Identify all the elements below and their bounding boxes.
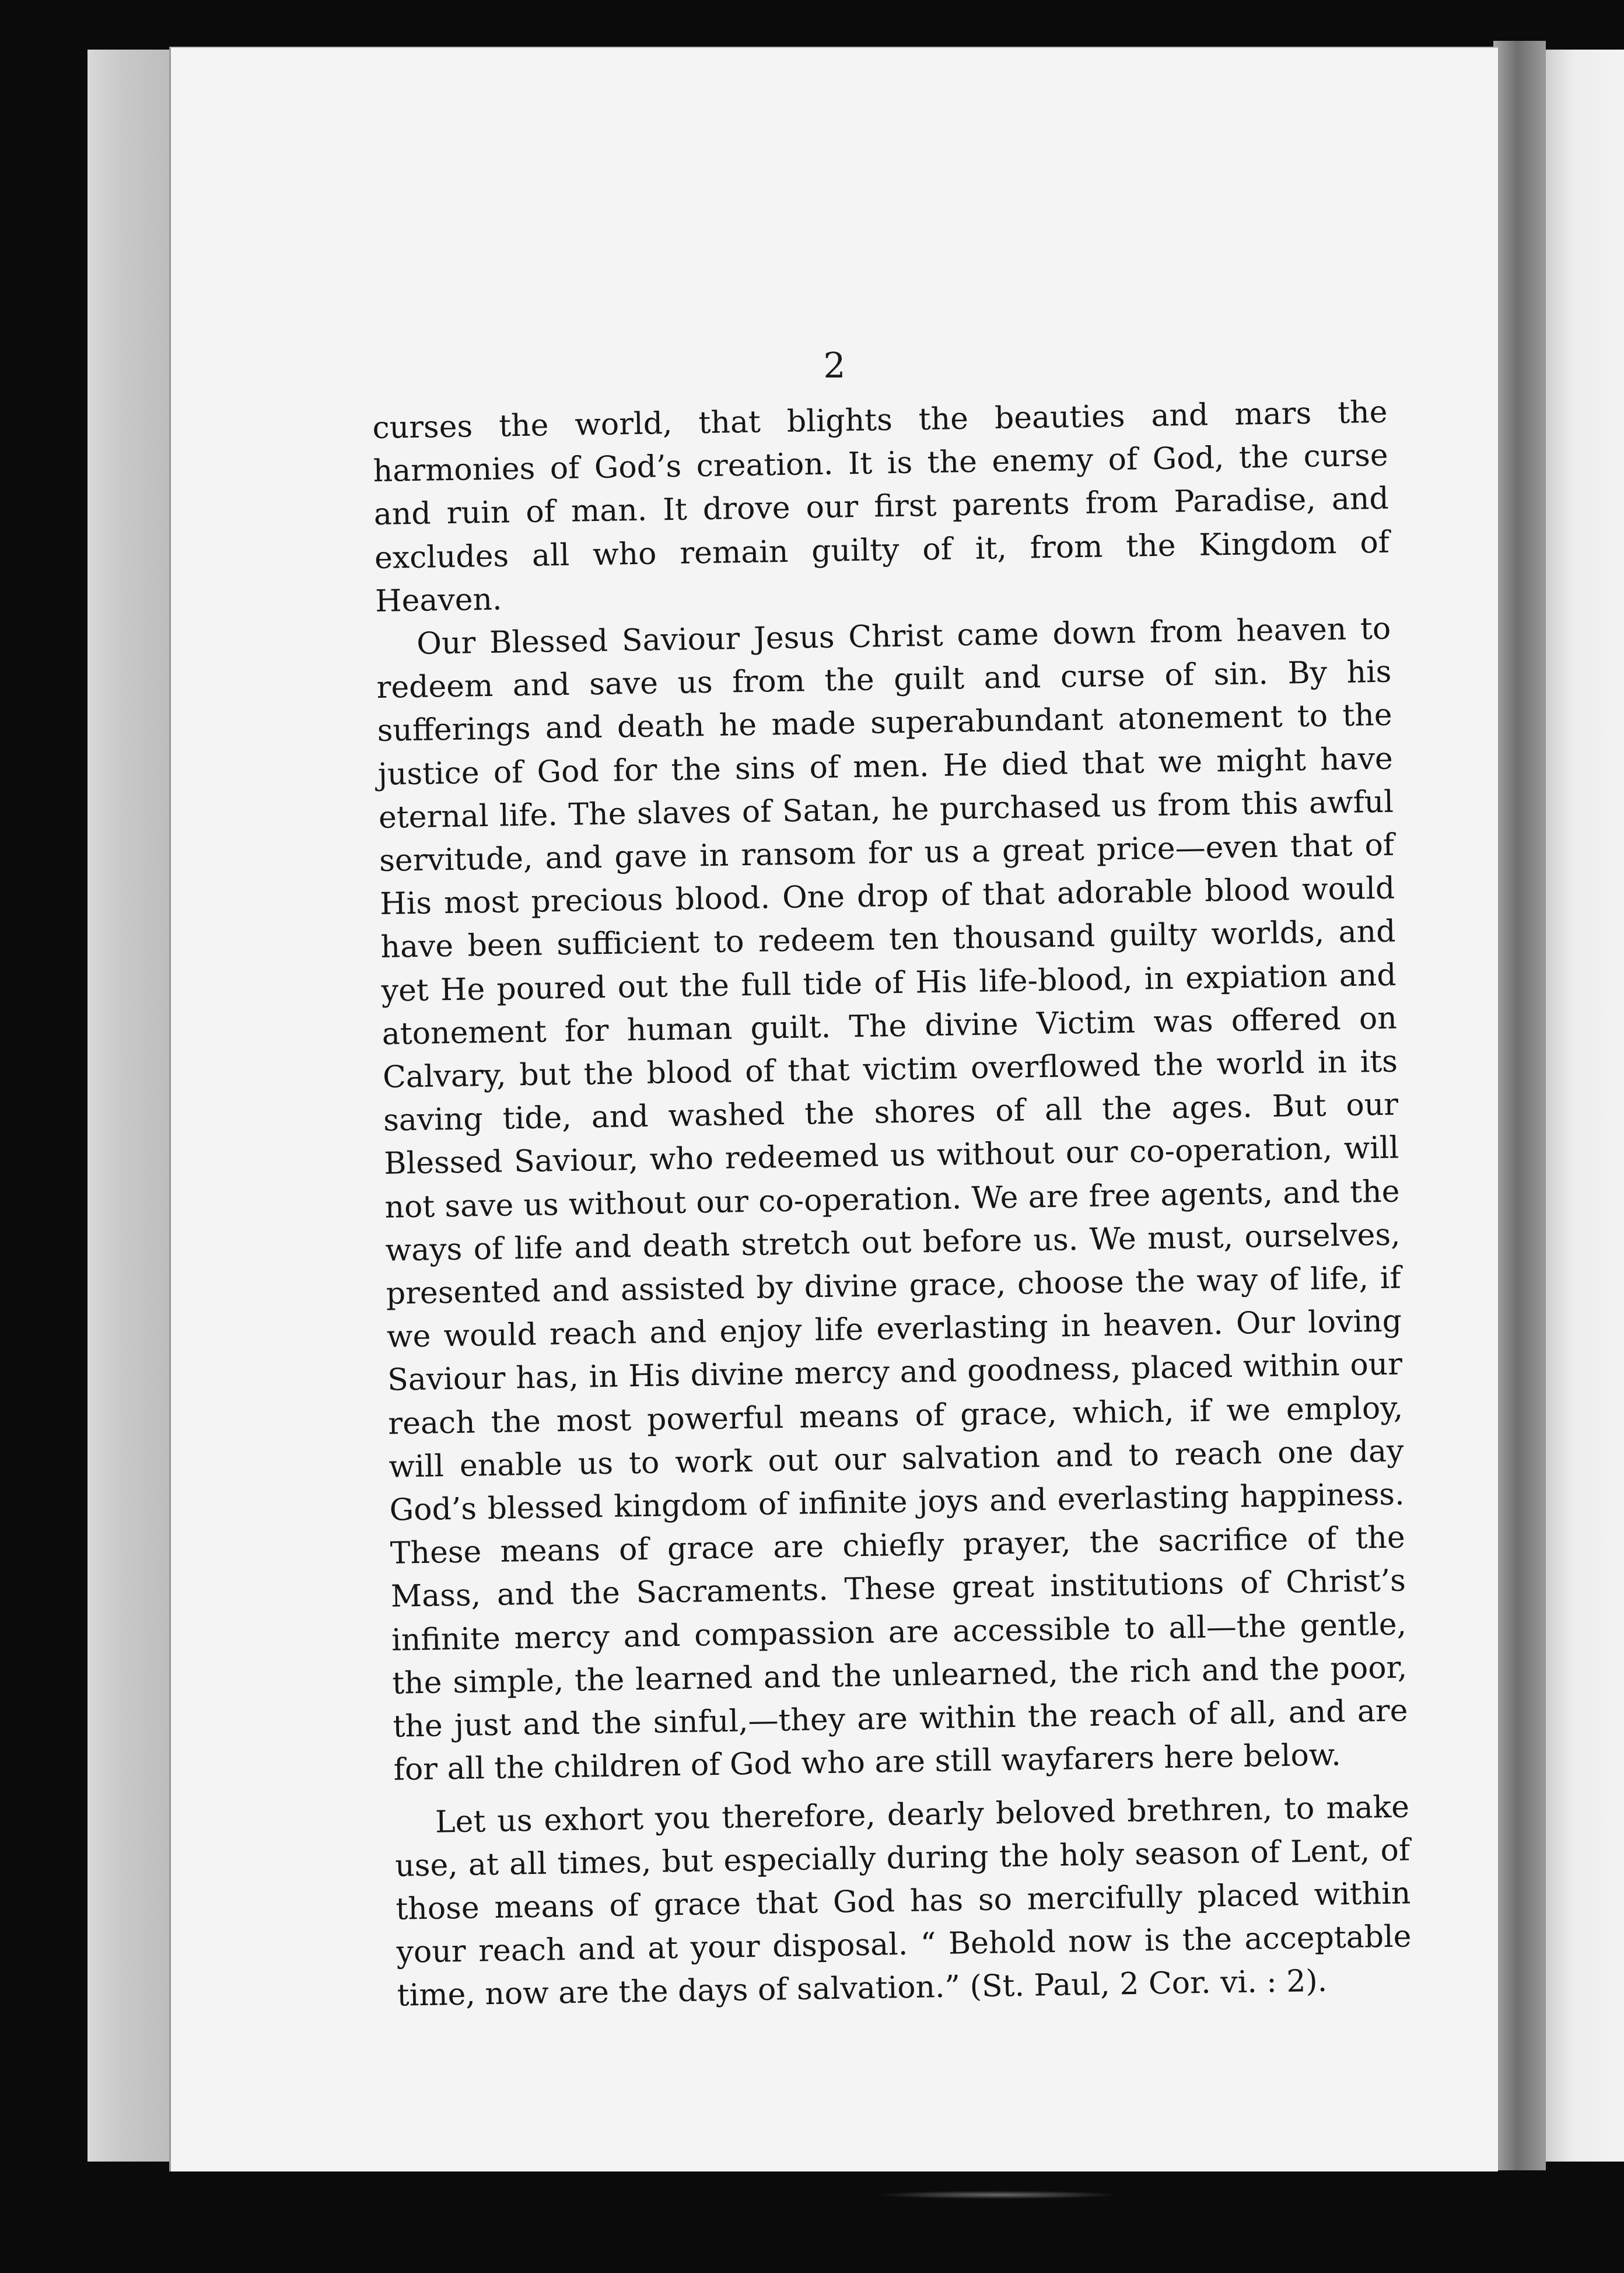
paragraph-1: curses the world, that blights the beauties and mars the harmonies of God’s creation. It is the enemy of God, the curse and ruin of man. It drove our first parents from Paradise, and excludes all who remain guilty of it, from the Kingdom of Heaven. [372, 394, 1390, 619]
page-number: 2 [823, 345, 846, 386]
scan-artifact [875, 2191, 1120, 2199]
book-cover-edge [88, 50, 169, 2162]
facing-page-edge [1546, 50, 1624, 2162]
document-page [169, 47, 1498, 2171]
body-text [372, 391, 1412, 2018]
paragraph-3: Let us exhort you therefore, dearly beloved brethren, to make use, at all times, but especially during the holy season of Lent, of those means of grace that God has so mercifully placed within your reach and at your disposal. “ Behold now is the acceptable time, now are the days of salvation.” (St. Paul, 2 Cor. vi. : 2). [394, 1789, 1412, 2013]
book-spine-shadow [1493, 41, 1546, 2170]
paragraph-2: Our Blessed Saviour Jesus Christ came down from heaven to redeem and save us from the guilt and curse of sin. By his sufferings and death he made superabundant atonement to the justice of God for the sins of men. He died that we might have eternal life. The slaves of Satan, he purchased us from this awful servitude, and gave in ransom for us a great price—even that of His most precious blood. One drop of that adorable blood would have been sufficient to redeem ten thousand guilty worlds, and yet He poured out the full tide of His life-blood, in expiation and atonement for human guilt. The divine Victim was offered on Calvary, but the blood of that victim overflowed the world in its saving tide, and washed the shores of all the ages. But our Blessed Saviour, who redeemed us without our co-operation, will not save us without our co-operation. We are free agents, and the ways of life and death stretch out before us. We must, ourselves, presented and assisted by divine grace, choose the way of life, if we would reach and enjoy life everlasting in heaven. Our loving Saviour has, in His divine mercy and goodness, placed within our reach the most powerful means of grace, which, if we employ, will enable us to work out our salvation and to reach one day God’s blessed kingdom of infinite joys and everlasting happiness. These means of grace are chiefly prayer, the sacrifice of the Mass, and the Sacraments. These great institutions of Christ’s infinite mercy and compassion are accessible to all—the gentle, the simple, the learned and the unlearned, the rich and the poor, the just and the sinful,—they are within the reach of all, and are for all the children of God who are still wayfarers here below. [376, 611, 1408, 1788]
